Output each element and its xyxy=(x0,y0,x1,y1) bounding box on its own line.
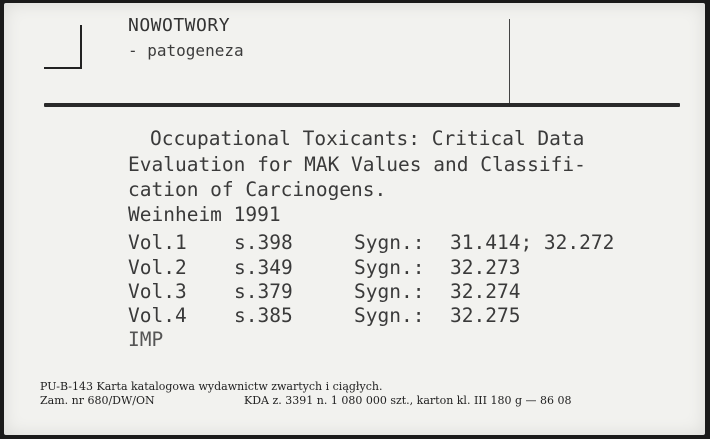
volume-3-pages: s.379 xyxy=(234,280,293,303)
volume-4-shelfmark: 32.275 xyxy=(450,304,521,327)
corner-mark-vertical xyxy=(80,25,82,69)
volume-1-pages: s.398 xyxy=(234,231,293,254)
subject-subheading: - patogeneza xyxy=(128,41,244,60)
form-title: PU-B-143 Karta katalogowa wydawnictw zwartych i ciągłych. xyxy=(40,380,383,393)
volume-1-shelfmark: 31.414; 32.272 xyxy=(450,231,615,254)
volume-2-sygn-label: Sygn.: xyxy=(354,256,425,279)
volume-2-label: Vol.2 xyxy=(128,256,187,279)
catalog-card xyxy=(4,3,705,435)
volume-4-pages: s.385 xyxy=(234,304,293,327)
publication-place-year: Weinheim 1991 xyxy=(128,203,281,226)
header-separator xyxy=(509,19,510,105)
volume-3-shelfmark: 32.274 xyxy=(450,280,521,303)
corner-mark-horizontal xyxy=(44,67,82,69)
subject-heading: NOWOTWORY xyxy=(128,15,231,36)
header-rule xyxy=(44,103,680,107)
volume-1-label: Vol.1 xyxy=(128,231,187,254)
volume-4-sygn-label: Sygn.: xyxy=(354,304,425,327)
imprint-code: IMP xyxy=(128,328,164,351)
volume-2-pages: s.349 xyxy=(234,256,293,279)
print-info: KDA z. 3391 n. 1 080 000 szt., karton kl. III 180 g — 86 08 xyxy=(244,394,572,407)
order-number: Zam. nr 680/DW/ON xyxy=(40,394,155,407)
title-line-3: cation of Carcinogens. xyxy=(128,178,387,201)
volume-1-sygn-label: Sygn.: xyxy=(354,231,425,254)
volume-3-label: Vol.3 xyxy=(128,280,187,303)
title-line-2: Evaluation for MAK Values and Classifi- xyxy=(128,153,586,176)
volume-3-sygn-label: Sygn.: xyxy=(354,280,425,303)
title-line-1: Occupational Toxicants: Critical Data xyxy=(150,127,585,150)
volume-2-shelfmark: 32.273 xyxy=(450,256,521,279)
volume-4-label: Vol.4 xyxy=(128,304,187,327)
